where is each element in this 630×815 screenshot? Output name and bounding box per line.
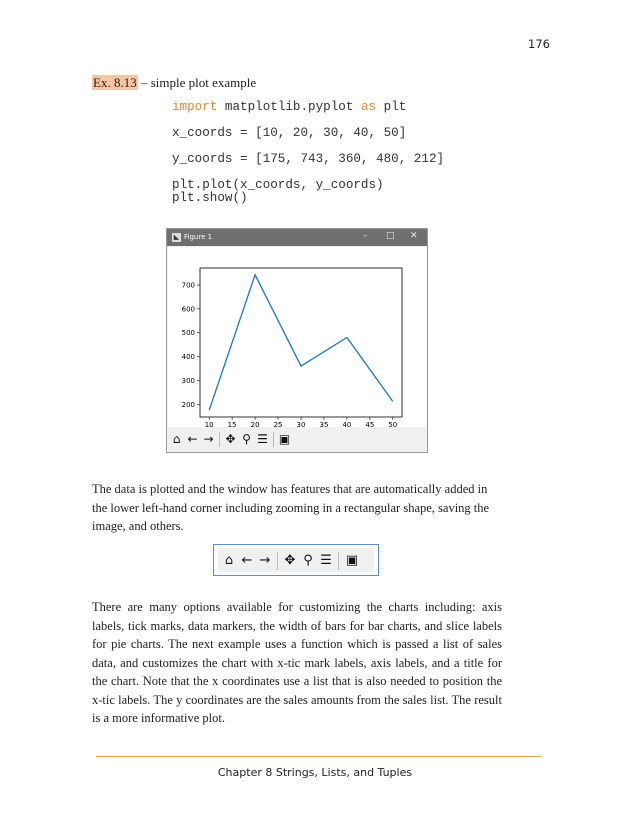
home-icon[interactable]: ⌂ <box>172 432 181 446</box>
forward-arrow-icon[interactable]: → <box>259 553 271 568</box>
y-tick-label: 500 <box>181 329 195 338</box>
toolbar-separator <box>338 552 339 570</box>
pan-icon[interactable]: ✥ <box>284 553 296 568</box>
paragraph-customization: There are many options available for customizing the charts including: axis labels, tick marks, data markers, the width of bars for bar charts, and slice labels for pie charts. The next example uses a function which is passed a list of sales data, and customizes the chart with x-tic mark labels, axis labels, and a title for the chart. Note that the x coordinates use a list that is also needed to position the x-tic labels. The y coordinates are the sales amounts from the sales list. The result is a more informative plot. <box>92 600 502 725</box>
zoom-icon[interactable]: ⚲ <box>242 432 251 446</box>
example-heading <box>92 75 256 91</box>
code-plot-line: plt.plot(x_coords, y_coords) <box>172 178 384 192</box>
figure-titlebar[interactable] <box>167 229 427 246</box>
back-arrow-icon[interactable]: ← <box>241 553 253 568</box>
save-icon[interactable]: ▣ <box>345 553 359 568</box>
close-button[interactable]: ✕ <box>410 231 418 241</box>
code-import-alias: plt <box>376 100 407 114</box>
code-keyword-as: as <box>360 100 377 114</box>
x-tick-label: 10 <box>204 421 214 427</box>
y-tick-label: 200 <box>181 400 195 409</box>
y-tick-label: 300 <box>181 376 195 385</box>
example-title: – simple plot example <box>137 75 257 90</box>
x-tick-label: 35 <box>319 421 329 427</box>
code-show-line: plt.show() <box>172 191 248 205</box>
x-tick-label: 30 <box>296 421 306 427</box>
x-tick-label: 15 <box>227 421 237 427</box>
y-tick-label: 600 <box>181 305 195 314</box>
configure-subplots-icon[interactable]: ☰ <box>257 432 268 446</box>
y-tick-label: 400 <box>181 353 195 362</box>
figure-app-icon: ◣ <box>173 233 180 241</box>
toolbar-separator <box>219 432 220 447</box>
y-tick-label: 700 <box>181 281 195 290</box>
x-tick-label: 25 <box>273 421 283 427</box>
plot-canvas[interactable] <box>168 247 426 427</box>
pan-icon[interactable]: ✥ <box>225 432 236 446</box>
code-keyword-import: import <box>172 100 218 114</box>
configure-subplots-icon[interactable]: ☰ <box>320 553 332 568</box>
x-tick-label: 50 <box>388 421 398 427</box>
maximize-button[interactable]: □ <box>386 231 395 241</box>
save-icon[interactable]: ▣ <box>278 432 291 446</box>
code-y-coords-line: y_coords = [175, 743, 360, 480, 212] <box>172 152 445 166</box>
x-tick-label: 45 <box>365 421 375 427</box>
toolbar-separator <box>273 432 274 447</box>
figure-title: Figure 1 <box>184 233 213 241</box>
zoom-icon[interactable]: ⚲ <box>303 553 313 568</box>
toolbar-closeup-inner <box>218 548 374 572</box>
example-id: Ex. 8.13 <box>93 75 137 90</box>
code-import-line <box>172 100 406 114</box>
page-number: 176 <box>528 37 550 51</box>
footer-chapter-title: Chapter 8 Strings, Lists, and Tuples <box>217 766 413 779</box>
figure-window <box>166 228 428 453</box>
axes-frame <box>200 268 402 417</box>
home-icon[interactable]: ⌂ <box>224 553 234 568</box>
code-import-module: matplotlib.pyplot <box>217 100 361 114</box>
x-tick-label: 20 <box>250 421 260 427</box>
back-arrow-icon[interactable]: ← <box>187 432 198 446</box>
footer-rule <box>96 756 541 757</box>
toolbar-separator <box>277 552 278 570</box>
toolbar-closeup <box>213 544 379 576</box>
series-line <box>209 275 393 410</box>
x-tick-label: 40 <box>342 421 352 427</box>
line-chart <box>168 247 426 427</box>
forward-arrow-icon[interactable]: → <box>203 432 214 446</box>
paragraph-window-features: The data is plotted and the window has features that are automatically added in the lower left-hand corner including zooming in a rectangular shape, saving the image, and others. <box>92 482 490 533</box>
figure-toolbar <box>167 427 427 452</box>
minimize-button[interactable]: – <box>363 231 368 241</box>
code-x-coords-line: x_coords = [10, 20, 30, 40, 50] <box>172 126 407 140</box>
